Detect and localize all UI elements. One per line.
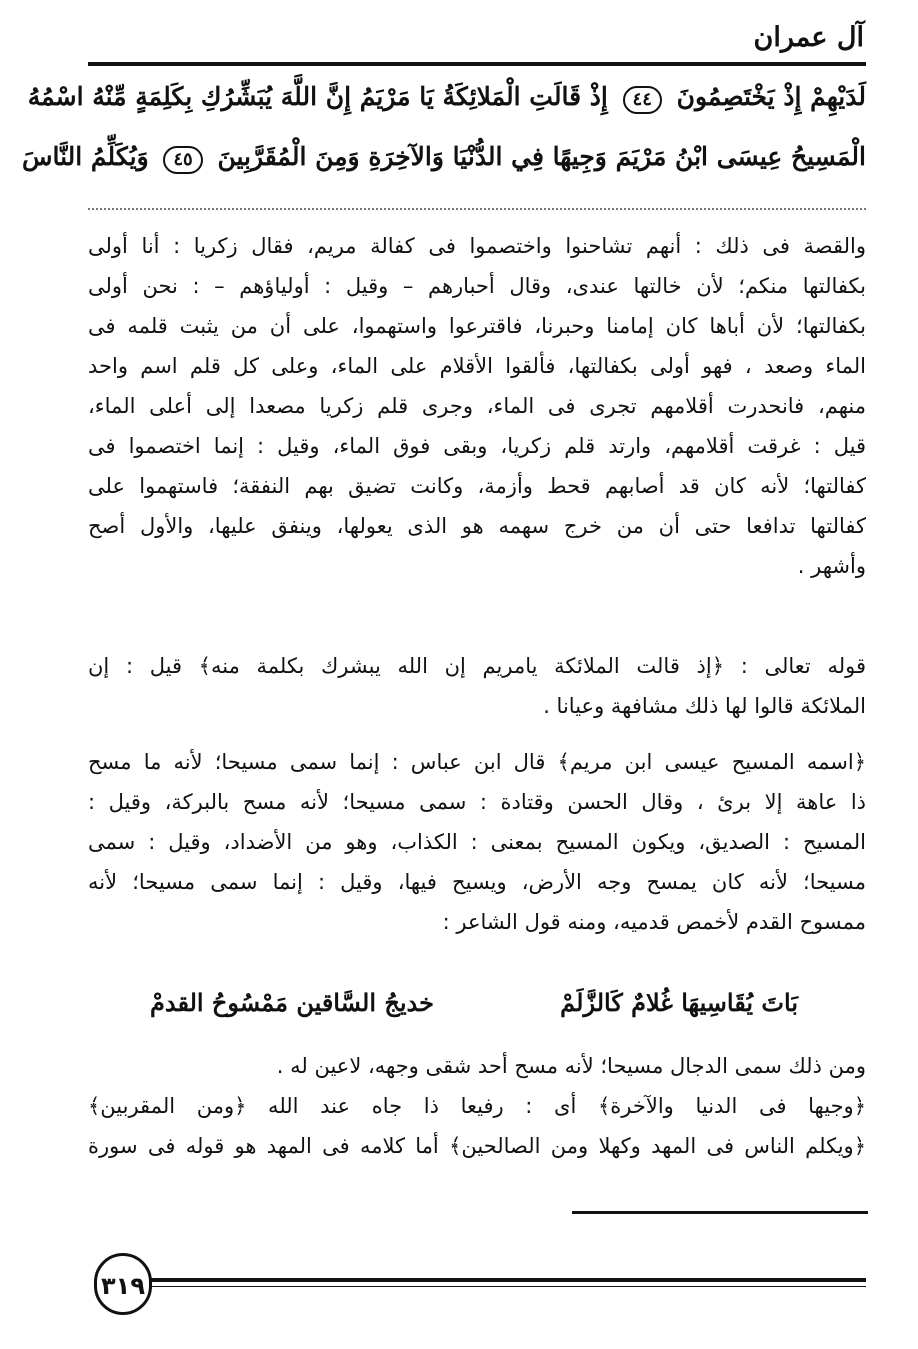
ayah-number-44: ٤٤ (623, 86, 662, 114)
text-line: كفالتها تدافعا حتى أن من خرج سهمه هو الذى يعولها، وينفق عليها، والأول أصح (88, 514, 866, 538)
text-line: بكفالتها منكم؛ لأن خالتها عندى، وقال أحبارهم – وقيل : أولياؤهم – : نحن أولى (88, 274, 866, 298)
text-line: ﴿وجيها فى الدنيا والآخرة﴾ أى : رفيعا ذا جاه عند الله ﴿ومن المقربين﴾ (88, 1094, 866, 1118)
text-line: بكفالتها؛ لأن أباها كان إمامنا وحبرنا، فاقترعوا واستهموا، على أن من يثبت قلمه فى (88, 314, 866, 338)
text-line: ومن ذلك سمى الدجال مسيحا؛ لأنه مسح أحد شقى وجهه، لاعين له . (276, 1054, 866, 1078)
text-line: الماء وصعد ، فهو أولى بكفالتها، فألقوا الأقلام على الماء، وعلى كل قلم اسم واحد (88, 354, 866, 378)
footer-rule (150, 1278, 866, 1282)
page-number: ٣١٩ (94, 1253, 152, 1315)
poem-verse (150, 980, 798, 1030)
text-line: الملائكة قالوا لها ذلك مشافهة وعيانا . (543, 694, 866, 718)
surah-title: آل عمران (753, 22, 864, 53)
text-line: كفالتها؛ لأنه كان قد أصابهم قحط وأزمة، وكانت تضيق بهم النفقة؛ فاستهموا على (88, 474, 866, 498)
commentary-paragraph-1 (88, 226, 866, 586)
verse-separator (88, 208, 866, 210)
verse-text: إِذْ قَالَتِ الْمَلائِكَةُ يَا مَرْيَمُ إِنَّ اللَّهَ يُبَشِّرُكِ بِكَلِمَةٍ مِّنْهُ اسْمُهُ (27, 82, 608, 111)
commentary-paragraph-3 (88, 742, 866, 942)
text-line: قوله تعالى : ﴿إذ قالت الملائكة يامريم إن الله يبشرك بكلمة منه﴾ قيل : إن (88, 654, 866, 678)
ayah-number-45: ٤٥ (163, 146, 202, 174)
verse-text: الْمَسِيحُ عِيسَى ابْنُ مَرْيَمَ وَجِيهًا فِي الدُّنْيَا وَالآخِرَةِ وَمِنَ الْمُقَرَّبِينَ (217, 142, 866, 171)
poem-hemistich-second: خديجُ السَّاقين مَمْسُوحُ القدمْ (150, 988, 434, 1017)
text-line: ذا عاهة إلا برئ ، وقال الحسن وقتادة : سمى مسيحا؛ لأنه مسح بالبركة، وقيل : (88, 790, 866, 814)
text-line: المسيح : الصديق، ويكون المسيح بمعنى : الكذاب، وهو من الأضداد، وقيل : سمى (88, 830, 866, 854)
footnote-rule (572, 1211, 868, 1214)
text-line: منهم، فانحدرت أقلامهم تجرى فى الماء، وجرى قلم زكريا مصعدا إلى أعلى الماء، (88, 394, 866, 418)
text-line: ﴿ويكلم الناس فى المهد وكهلا ومن الصالحين﴾ أما كلامه فى المهد هو قوله فى سورة (88, 1134, 866, 1158)
quran-verse-line-1 (27, 82, 866, 114)
text-line: ﴿اسمه المسيح عيسى ابن مريم﴾ قال ابن عباس : إنما سمى مسيحا؛ لأنه ما مسح (88, 750, 866, 774)
text-line: والقصة فى ذلك : أنهم تشاحنوا واختصموا فى كفالة مريم، فقال زكريا : أنا أولى (88, 234, 866, 258)
poem-hemistich-first: بَاتَ يُقَاسِيهَا غُلامٌ كَالزَّلَمْ (560, 988, 798, 1017)
text-line: ممسوح القدم لأخمص قدميه، ومنه قول الشاعر : (442, 910, 866, 934)
header-rule (88, 62, 866, 66)
verse-text: لَدَيْهِمْ إِذْ يَخْتَصِمُونَ (676, 82, 866, 111)
commentary-paragraph-2 (88, 646, 866, 726)
footer-rule-thin (150, 1286, 866, 1287)
commentary-paragraph-4 (88, 1046, 866, 1166)
text-line: وأشهر . (797, 554, 866, 578)
text-line: مسيحا؛ لأنه كان يمسح وجه الأرض، ويسيح فيها، وقيل : إنما سمى مسيحا؛ لأنه (88, 870, 866, 894)
quran-verse-line-2 (21, 142, 866, 174)
verse-text: وَيُكَلِّمُ النَّاسَ (21, 142, 149, 171)
text-line: قيل : غرقت أقلامهم، وارتد قلم زكريا، وبقى فوق الماء، وقيل : إنما اختصموا فى (88, 434, 866, 458)
